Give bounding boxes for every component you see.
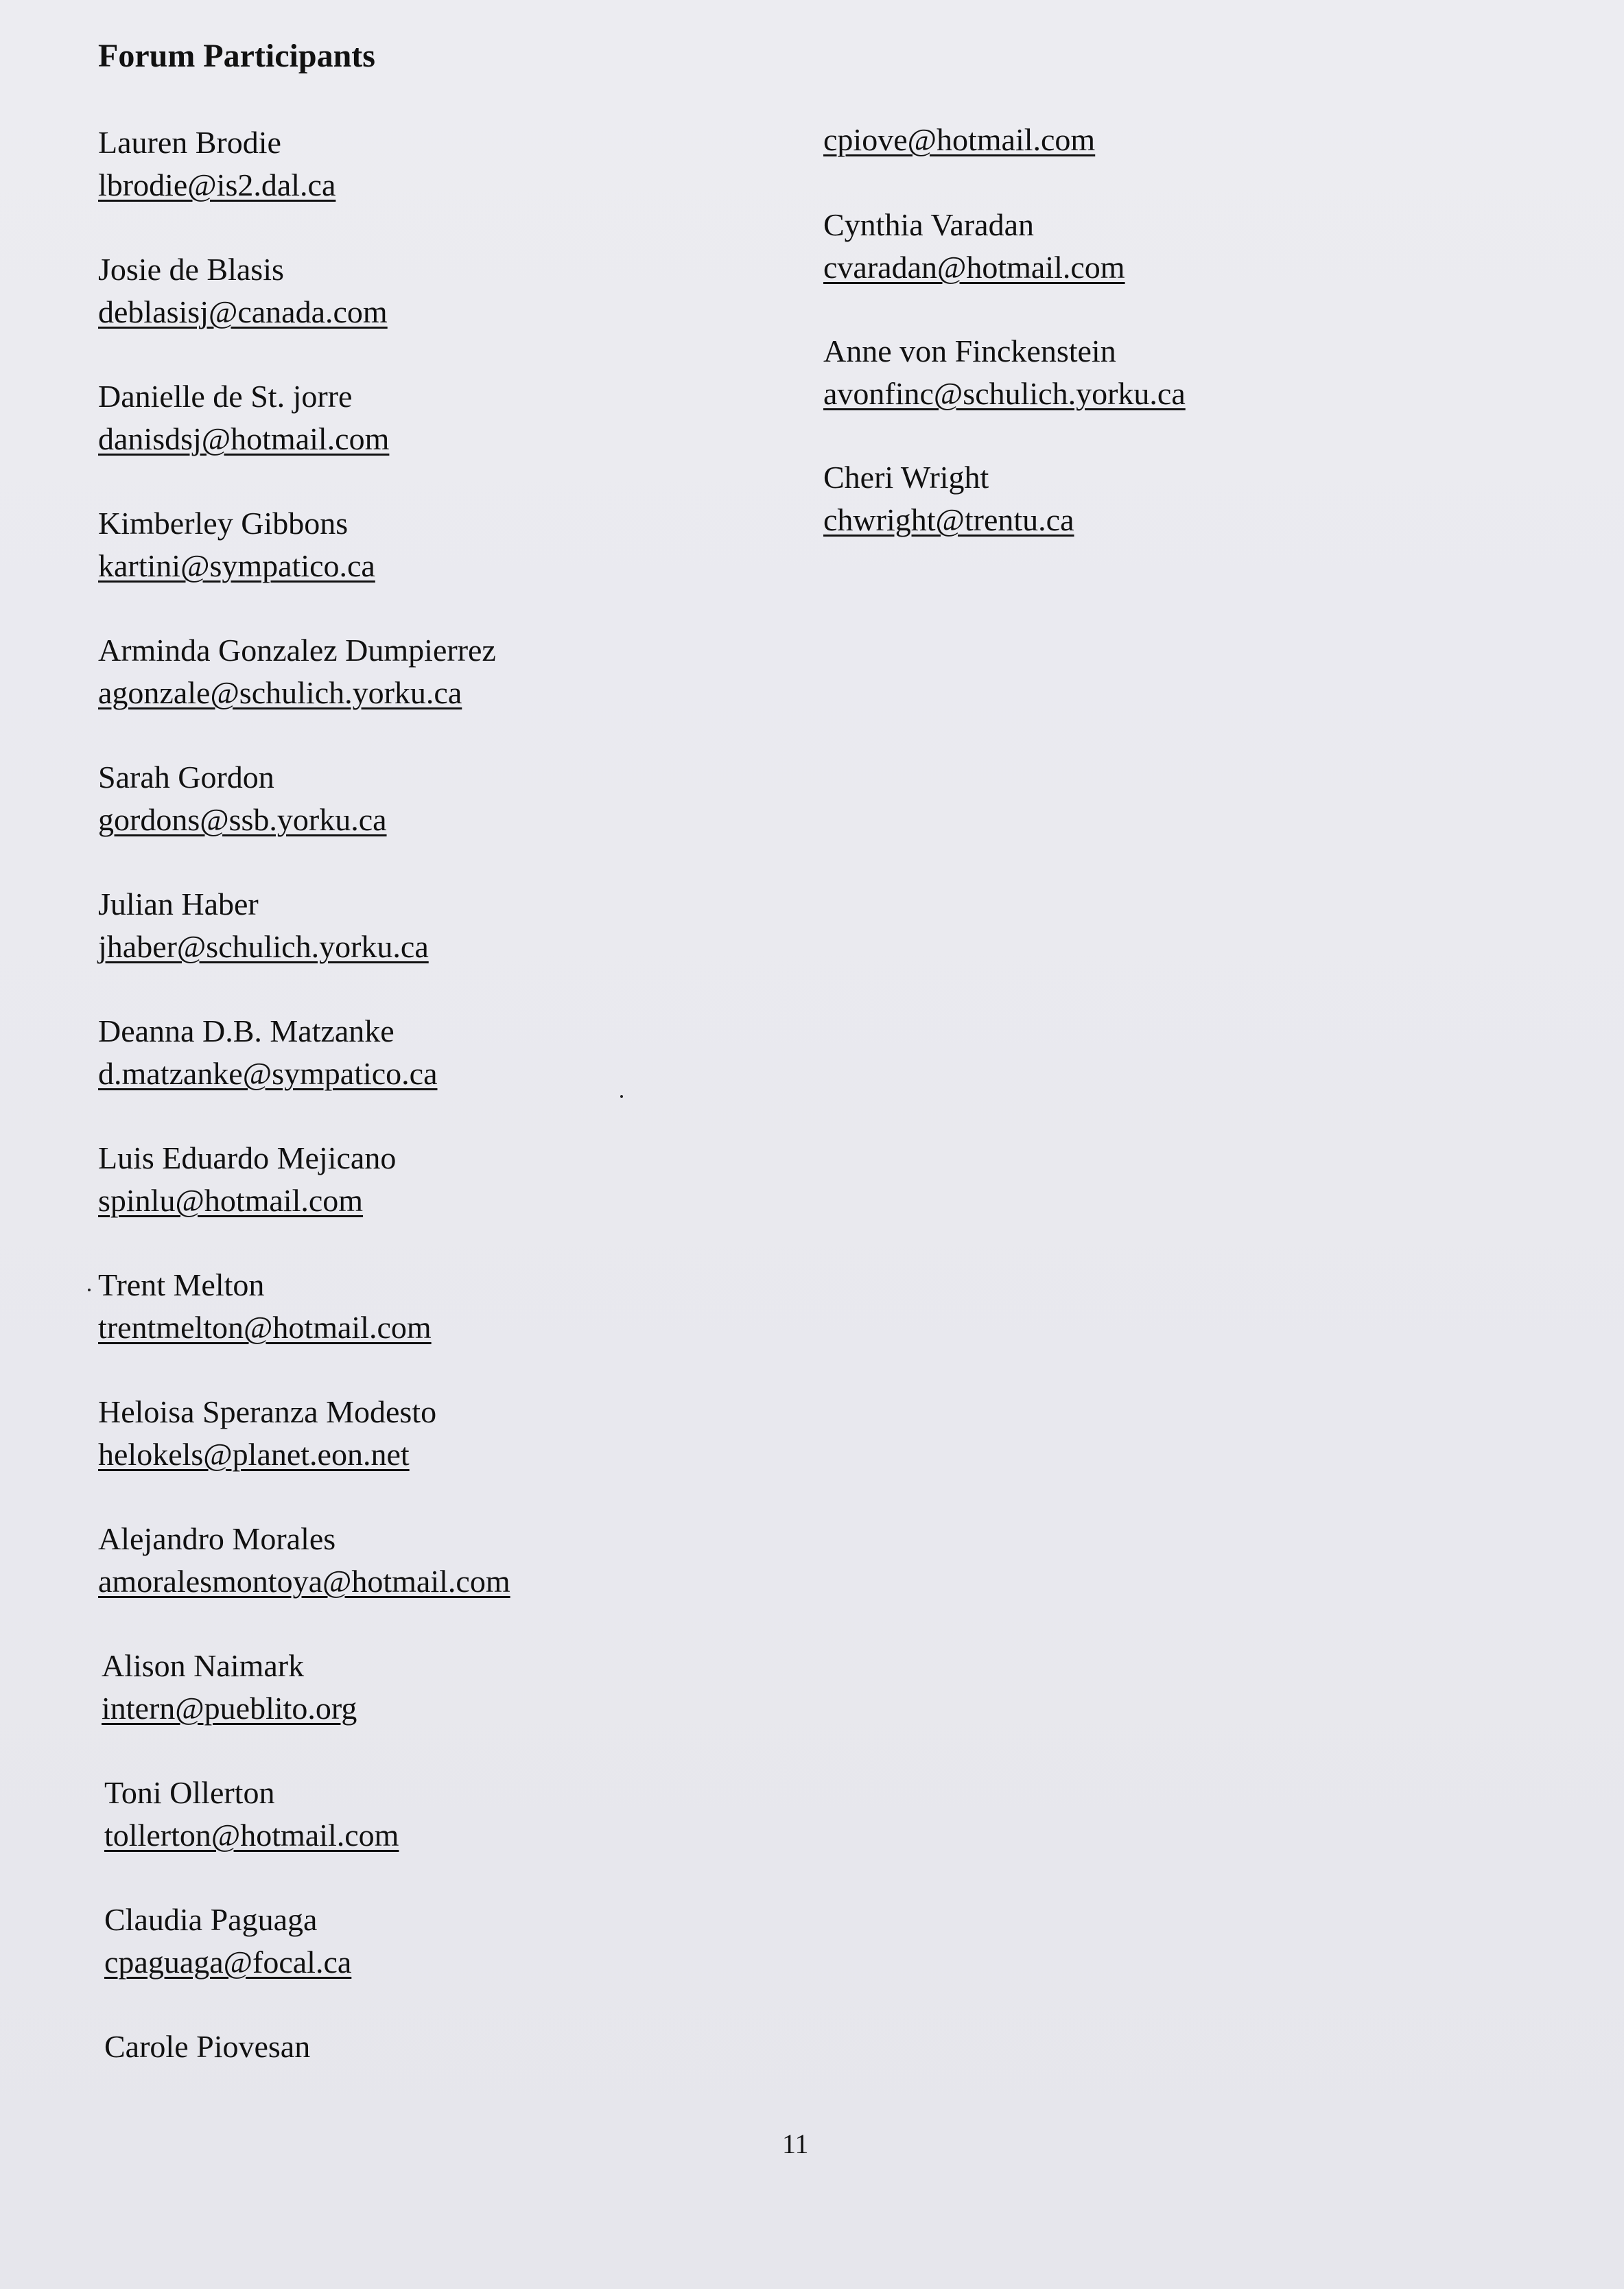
participant-entry bbox=[98, 1265, 432, 1350]
participant-entry bbox=[98, 249, 388, 334]
participant-name: Danielle de St. jorre bbox=[98, 379, 353, 414]
participant-name: Lauren Brodie bbox=[98, 125, 281, 160]
participant-email[interactable]: kartini@sympatico.ca bbox=[98, 548, 375, 583]
participant-email: chwright@trentu.ca bbox=[823, 502, 1074, 537]
participant-entry bbox=[823, 119, 1095, 162]
participant-name: Josie de Blasis bbox=[98, 252, 284, 287]
participant-entry bbox=[823, 204, 1125, 290]
participant-name: Luis Eduardo Mejicano bbox=[98, 1140, 397, 1175]
participant-name: Claudia Paguaga bbox=[104, 1902, 318, 1937]
participant-name: Deanna D.B. Matzanke bbox=[98, 1013, 395, 1048]
scan-speck bbox=[620, 1095, 623, 1098]
participant-email[interactable]: d.matzanke@sympatico.ca bbox=[98, 1056, 438, 1091]
participant-name: Cheri Wright bbox=[823, 460, 989, 495]
participant-entry bbox=[102, 1645, 357, 1730]
participant-entry bbox=[104, 1772, 399, 1857]
participant-entry bbox=[823, 331, 1186, 416]
participant-email[interactable]: trentmelton@hotmail.com bbox=[98, 1310, 432, 1345]
participant-email[interactable]: tollerton@hotmail.com bbox=[104, 1818, 399, 1853]
participant-email[interactable]: cpiove@hotmail.com bbox=[823, 122, 1096, 157]
participant-entry bbox=[98, 1011, 438, 1096]
participant-name: Sarah Gordon bbox=[98, 760, 274, 795]
participant-entry bbox=[823, 457, 1074, 542]
participant-entry bbox=[98, 122, 336, 207]
participant-email[interactable]: gordons@ssb.yorku.ca bbox=[98, 802, 387, 837]
participant-name: Cynthia Varadan bbox=[823, 207, 1035, 242]
participant-email[interactable]: avonfinc@schulich.yorku.ca bbox=[823, 376, 1186, 411]
scan-speck bbox=[88, 1289, 91, 1291]
participant-entry bbox=[98, 1392, 436, 1477]
participant-email[interactable]: deblasisj@canada.com bbox=[98, 294, 388, 329]
page-title: Forum Participants bbox=[98, 38, 375, 74]
participant-entry bbox=[98, 1518, 510, 1604]
participant-name: Trent Melton bbox=[98, 1267, 265, 1302]
participant-name: Kimberley Gibbons bbox=[98, 506, 349, 541]
page-number: 11 bbox=[782, 2128, 809, 2159]
participant-name: Alison Naimark bbox=[102, 1648, 305, 1683]
participant-entry bbox=[98, 503, 375, 588]
participant-name: Heloisa Speranza Modesto bbox=[98, 1394, 437, 1429]
participant-entry bbox=[104, 2026, 310, 2069]
participant-name: Alejandro Morales bbox=[98, 1521, 336, 1556]
participant-email[interactable]: spinlu@hotmail.com bbox=[98, 1183, 364, 1218]
participant-email[interactable]: intern@pueblito.org bbox=[102, 1691, 357, 1726]
participant-entry bbox=[98, 1138, 396, 1223]
participant-email[interactable]: cpaguaga@focal.ca bbox=[104, 1945, 352, 1980]
participant-entry bbox=[98, 757, 387, 842]
participant-name: Arminda Gonzalez Dumpierrez bbox=[98, 633, 496, 668]
participant-email[interactable]: helokels@planet.eon.net bbox=[98, 1437, 410, 1472]
participant-email[interactable]: danisdsj@hotmail.com bbox=[98, 421, 390, 456]
participant-email[interactable]: lbrodie@is2.dal.ca bbox=[98, 167, 336, 202]
participant-entry bbox=[98, 376, 389, 461]
participant-email[interactable]: agonzale@schulich.yorku.ca bbox=[98, 675, 462, 710]
participant-email[interactable]: cvaradan@hotmail.com bbox=[823, 250, 1125, 285]
participant-entry bbox=[98, 630, 496, 715]
participant-entry bbox=[98, 884, 429, 969]
participant-name: Anne von Finckenstein bbox=[823, 333, 1116, 368]
participant-name: Carole Piovesan bbox=[104, 2029, 311, 2064]
participant-name: Toni Ollerton bbox=[104, 1775, 275, 1810]
participant-name: Julian Haber bbox=[98, 887, 259, 922]
participant-entry bbox=[104, 1899, 351, 1984]
participant-email[interactable]: jhaber@schulich.yorku.ca bbox=[98, 929, 429, 964]
participant-email[interactable]: amoralesmontoya@hotmail.com bbox=[98, 1564, 510, 1599]
